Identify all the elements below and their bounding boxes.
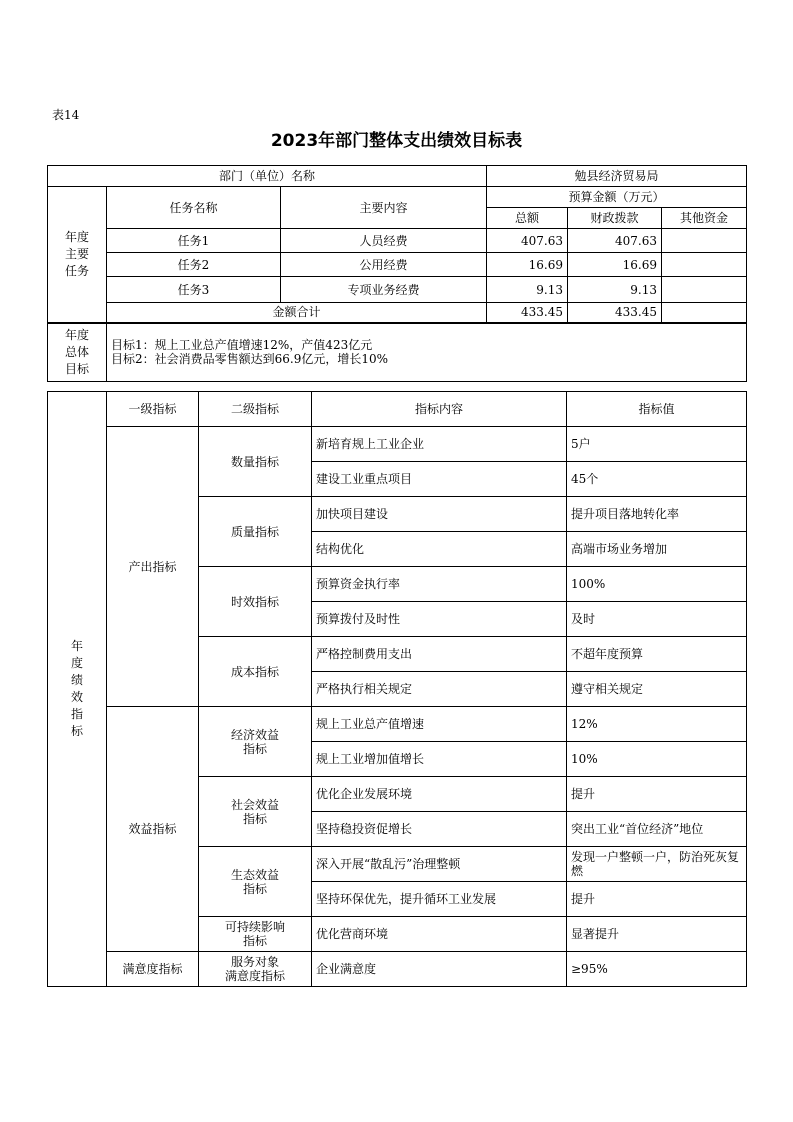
dept-label-cell: 部门（单位）名称: [48, 166, 487, 187]
indicator-content: 建设工业重点项目: [312, 462, 567, 497]
task-row: [48, 229, 747, 253]
indicator-content: 新培育规上工业企业: [312, 427, 567, 462]
task-content: 公用经费: [281, 253, 487, 277]
table-number-label: 表14: [52, 108, 80, 122]
task-content: 人员经费: [281, 229, 487, 253]
sum-other: [662, 303, 747, 323]
indicator-content: 企业满意度: [312, 952, 567, 987]
total-header: 总额: [487, 208, 568, 229]
sum-total: 433.45: [487, 303, 568, 323]
task-other: [662, 253, 747, 277]
indicator-content: 预算拨付及时性: [312, 602, 567, 637]
indicator-content: 规上工业增加值增长: [312, 742, 567, 777]
indicator-content: 坚持环保优先，提升循环工业发展: [312, 882, 567, 917]
level2-quality: 质量指标: [199, 497, 312, 567]
indicator-content: 优化营商环境: [312, 917, 567, 952]
level1-header: 一级指标: [107, 392, 199, 427]
indicator-row: [48, 952, 747, 987]
sum-fiscal: 433.45: [568, 303, 662, 323]
indicator-content: 深入开展“散乱污”治理整顿: [312, 847, 567, 882]
performance-indicator-table: [47, 391, 747, 987]
indicator-value: 提升: [567, 777, 747, 812]
indicator-value: 5户: [567, 427, 747, 462]
indicator-value-header: 指标值: [567, 392, 747, 427]
task-fiscal: 407.63: [568, 229, 662, 253]
goal-item: 目标2：社会消费品零售额达到66.9亿元，增长10%: [111, 352, 389, 367]
goal-item: 目标1：规上工业总产值增速12%，产值423亿元: [111, 338, 373, 353]
indicator-content-header: 指标内容: [312, 392, 567, 427]
annual-goals: [107, 323, 747, 382]
level2-ecological: 生态效益 指标: [199, 847, 312, 917]
task-other: [662, 277, 747, 303]
indicator-value: 45个: [567, 462, 747, 497]
indicator-content: 结构优化: [312, 532, 567, 567]
task-other: [662, 229, 747, 253]
level2-header: 二级指标: [199, 392, 312, 427]
task-row: [48, 277, 747, 303]
task-content-header: 主要内容: [281, 187, 487, 229]
task-name-header: 任务名称: [107, 187, 281, 229]
task-total: 9.13: [487, 277, 568, 303]
indicator-value: 100%: [567, 567, 747, 602]
level1-benefit: 效益指标: [107, 707, 199, 952]
indicator-content: 规上工业总产值增速: [312, 707, 567, 742]
indicator-value: ≥95%: [567, 952, 747, 987]
level2-service: 服务对象 满意度指标: [199, 952, 312, 987]
task-fiscal: 9.13: [568, 277, 662, 303]
task-name: 任务2: [107, 253, 281, 277]
level1-satisfaction: 满意度指标: [107, 952, 199, 987]
sum-label: 金额合计: [107, 303, 487, 323]
level2-timeliness: 时效指标: [199, 567, 312, 637]
indicator-content: 严格控制费用支出: [312, 637, 567, 672]
other-funds-header: 其他资金: [662, 208, 747, 229]
indicator-value: 突出工业“首位经济”地位: [567, 812, 747, 847]
level2-cost: 成本指标: [199, 637, 312, 707]
dept-name-cell: 勉县经济贸易局: [487, 166, 747, 187]
indicator-value: 高端市场业务增加: [567, 532, 747, 567]
indicator-value: 10%: [567, 742, 747, 777]
indicator-content: 严格执行相关规定: [312, 672, 567, 707]
goals-section-label: 年度 总体 目标: [48, 323, 107, 382]
indicator-row: [48, 707, 747, 742]
indicator-content: 预算资金执行率: [312, 567, 567, 602]
tasks-section-label: 年度 主要 任务: [48, 187, 107, 323]
task-row: [48, 253, 747, 277]
indicator-value: 遵守相关规定: [567, 672, 747, 707]
task-fiscal: 16.69: [568, 253, 662, 277]
level2-quantity: 数量指标: [199, 427, 312, 497]
task-name: 任务3: [107, 277, 281, 303]
task-name: 任务1: [107, 229, 281, 253]
indicator-value: 显著提升: [567, 917, 747, 952]
fiscal-header: 财政拨款: [568, 208, 662, 229]
indicator-content: 加快项目建设: [312, 497, 567, 532]
task-total: 16.69: [487, 253, 568, 277]
task-total: 407.63: [487, 229, 568, 253]
indicator-value: 提升: [567, 882, 747, 917]
level2-economic: 经济效益 指标: [199, 707, 312, 777]
indicator-value: 12%: [567, 707, 747, 742]
indicator-value: 不超年度预算: [567, 637, 747, 672]
level2-social: 社会效益 指标: [199, 777, 312, 847]
budget-amount-header: 预算金额（万元）: [487, 187, 747, 208]
indicator-content: 坚持稳投资促增长: [312, 812, 567, 847]
budget-task-table: [47, 165, 747, 382]
indicators-section-label: 年 度 绩 效 指 标: [48, 392, 107, 987]
indicator-value: 发现一户整顿一户，防治死灰复燃: [567, 847, 747, 882]
indicator-value: 提升项目落地转化率: [567, 497, 747, 532]
task-content: 专项业务经费: [281, 277, 487, 303]
level1-output: 产出指标: [107, 427, 199, 707]
sum-row: [48, 303, 747, 323]
indicator-row: [48, 427, 747, 462]
level2-sustainable: 可持续影响 指标: [199, 917, 312, 952]
indicator-content: 优化企业发展环境: [312, 777, 567, 812]
page-title: 2023年部门整体支出绩效目标表: [270, 131, 523, 151]
indicator-value: 及时: [567, 602, 747, 637]
